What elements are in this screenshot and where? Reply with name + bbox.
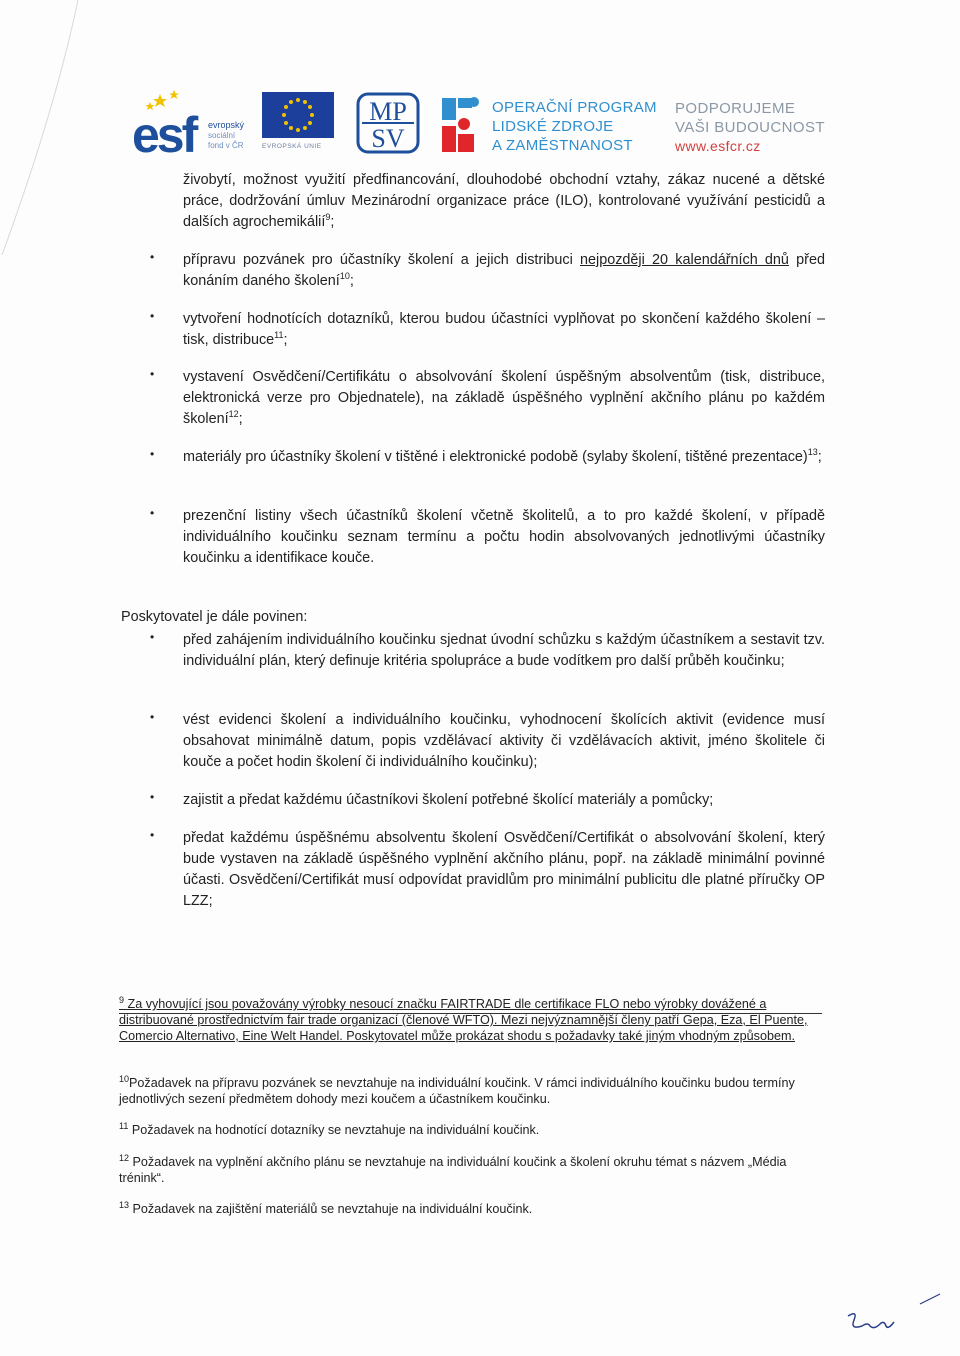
- continuation-end: ;: [330, 214, 335, 230]
- footnote-10: [119, 1075, 822, 1107]
- mpsv-logo: [356, 92, 420, 154]
- list-item: [183, 309, 825, 351]
- eu-flag-logo: [262, 92, 334, 150]
- list-item: vést evidenci školení a individuálního koučinku, vyhodnocení školících aktivit (evidence musí obsahovat minimálně datum, popis vzdělávací aktivity či vzdělávacích aktivit, jméno školitele či kouče a počet hodin školení či individuálního koučinku);: [183, 712, 825, 770]
- footnote-12: [119, 1154, 822, 1186]
- footnote-ref-10: 10: [339, 271, 350, 282]
- footnote-9: [119, 996, 822, 1044]
- list-item: předat každému úspěšnému absolventu školení Osvědčení/Certifikát o absolvování školení, který bude vystaven na základě úspěšného vyplnění akčního plánu, popř. na základě minimální povinné účasti. Osvědčení/Certifikát musí odpovídat pravidlům pro minimální publicitu dle platné příručky OP LZZ;: [183, 830, 825, 909]
- list-item-end: ;: [283, 332, 288, 348]
- bullet-marker: •: [150, 506, 155, 520]
- footnote-text: Za vyhovující jsou považovány výrobky nesoucí značku FAIRTRADE dle certifikace FLO nebo výrobky dovážené a distribuované prostřednictvím fair trade organizací (členové WFTO). Mezi nejvýznamnější členy patří Gepa, Eza, El Puente, Comercio Alternativo, Eine Welt Handel. Poskytovatel může prokázat shodu s požadavky také jiným vhodným způsobem.: [119, 997, 808, 1043]
- list-item-text: vytvoření hodnotících dotazníků, kterou budou účastníci vyplňovat po skončení každého školení – tisk, distribuce: [183, 311, 825, 348]
- footnote-number: 13: [119, 1199, 130, 1210]
- footnote-text: Požadavek na přípravu pozvánek se nevztahuje na individuální koučink. V rámci individuálního koučinku budou termíny jednotlivých sezení předmětem dohody mezi koučem a účastníkem koučinku.: [119, 1076, 795, 1106]
- mpsv-logo-bottom: SV: [371, 124, 405, 153]
- esf-logo-line-3: fond v ČR: [208, 141, 244, 150]
- list-item: před zahájením individuálního koučinku sjednat úvodní schůzku s každým účastníkem a sestavit tzv. individuální plán, který definuje kritéria spolupráce a bude vodítkem pro další průběh koučinku;: [183, 632, 825, 669]
- list-item-end: ;: [817, 449, 822, 465]
- list-item-text: materiály pro účastníky školení v tištěné i elektronické podobě (sylaby školení, tištěné prezentace): [183, 449, 808, 465]
- continuation-paragraph: [183, 170, 825, 233]
- support-line-2: VAŠI BUDOUCNOST: [675, 119, 825, 136]
- obligations-intro: Poskytovatel je dále povinen:: [121, 609, 308, 625]
- deadline-emphasis: nejpozději 20 kalendářních dnů: [580, 252, 789, 268]
- footnote-number: 9: [119, 994, 125, 1005]
- support-line-1: PODPORUJEME: [675, 100, 796, 117]
- list-item: [183, 506, 825, 569]
- list-item-end: ;: [238, 411, 243, 427]
- bullet-marker: •: [150, 790, 155, 804]
- list-item-text: vystavení Osvědčení/Certifikátu o absolvování školení úspěšným absolventům (tisk, distribuce, elektronická verze pro Objednatele), na základě úspěšného vyplnění akčního plánu po každém školení: [183, 369, 825, 427]
- list-item: [183, 447, 825, 468]
- esf-logo-line-1: evropský: [208, 120, 245, 130]
- footnote-11: [119, 1122, 822, 1138]
- op-lzz-logo: [440, 94, 480, 154]
- continuation-text: živobytí, možnost využití předfinancování, dlouhodobé obchodní vztahy, zákaz nucené a dětské práce, dodržování úmluv Mezinárodní organizace práce (ILO), kontrolované využívání pesticidů a dalších agrochemikálií: [183, 172, 825, 230]
- header-logos: [130, 88, 830, 158]
- footnote-ref-12: 12: [228, 409, 239, 420]
- strikethrough-line: [119, 1013, 822, 1014]
- bullet-marker: •: [150, 447, 155, 461]
- list-item-end: ;: [349, 273, 354, 289]
- op-line-3: A ZAMĚSTNANOST: [492, 137, 633, 154]
- footnote-ref-13: 13: [807, 447, 818, 458]
- bullet-marker: •: [150, 710, 155, 724]
- op-line-1: OPERAČNÍ PROGRAM: [492, 99, 657, 116]
- list-item: zajistit a předat každému účastníkovi školení potřebné školící materiály a pomůcky;: [183, 792, 714, 808]
- footnote-number: 12: [119, 1152, 130, 1163]
- list-item: [183, 250, 825, 292]
- footnote-ref-11: 11: [274, 330, 284, 341]
- esf-logo-big: esf: [132, 107, 196, 154]
- footnote-13: [119, 1201, 822, 1217]
- footnote-text: Požadavek na zajištění materiálů se nevztahuje na individuální koučink.: [132, 1202, 533, 1216]
- op-line-2: LIDSKÉ ZDROJE: [492, 118, 614, 135]
- esf-logo-line-2: sociální: [208, 131, 236, 140]
- support-slogan: [675, 99, 825, 156]
- list-item-text-cont: před konáním daného školení: [183, 252, 825, 289]
- bullet-marker: •: [150, 828, 155, 842]
- footnote-number: 11: [119, 1120, 129, 1131]
- bullet-marker: •: [150, 630, 155, 644]
- footnote-text: Požadavek na hodnotící dotazníky se nevztahuje na individuální koučink.: [131, 1123, 540, 1137]
- scan-edge-line: [0, 0, 120, 260]
- op-program-name: [492, 98, 657, 155]
- bullet-marker: •: [150, 250, 155, 264]
- bullet-marker: •: [150, 367, 155, 381]
- list-item-text: přípravu pozvánek pro účastníky školení a jejich distribuci: [183, 252, 581, 268]
- list-item: [183, 367, 825, 430]
- footnote-ref-9: 9: [325, 212, 331, 223]
- bullet-marker: •: [150, 309, 155, 323]
- support-url: www.esfcr.cz: [675, 138, 761, 154]
- mpsv-logo-top: MP: [369, 97, 407, 126]
- signature-initials: [840, 1290, 950, 1340]
- eu-caption: EVROPSKÁ UNIE: [262, 143, 322, 150]
- footnote-text: Požadavek na vyplnění akčního plánu se nevztahuje na individuální koučink a školení okruhu témat s názvem „Média trénink“.: [119, 1155, 787, 1185]
- footnote-number: 10: [119, 1073, 130, 1084]
- list-item-text: prezenční listiny všech účastníků školení včetně školitelů, a to pro každé školení, v případě individuálního koučinku seznam termínu a počtu hodin absolvovaných jednotlivými účastníky koučinku a identifikace kouče.: [183, 508, 825, 566]
- esf-logo: [130, 88, 250, 154]
